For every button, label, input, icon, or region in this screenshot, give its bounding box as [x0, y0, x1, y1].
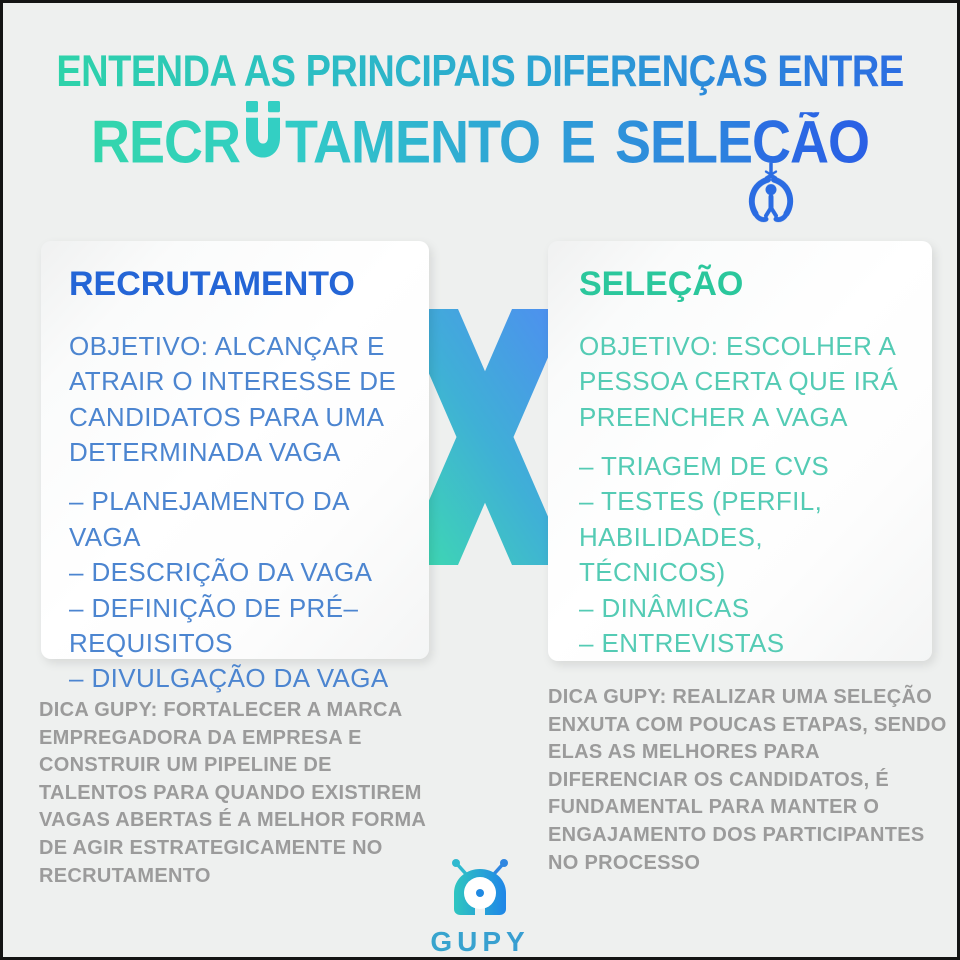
title-segment-ao: ÃO [790, 108, 870, 177]
selection-objective: OBJETIVO: ESCOLHER A PESSOA CERTA QUE IRÁ PREENCHER A VAGA [579, 331, 899, 432]
gupy-robot-icon [442, 857, 518, 919]
title-segment-tamento-e-sele: TAMENTO E SELE [284, 108, 753, 177]
brand-wordmark: GUPY [3, 926, 957, 958]
recruitment-objective: OBJETIVO: ALCANÇAR E ATRAIR O INTERESSE DE CANDIDATOS PARA UMA DETERMINADA VAGA [69, 331, 397, 468]
list-item: – DINÂMICAS [579, 592, 750, 623]
recruitment-card [41, 241, 429, 694]
page-title-line2 [3, 101, 957, 177]
list-item: – TRIAGEM DE CVS [579, 451, 830, 482]
recruitment-card-title: RECRUTAMENTO [69, 265, 355, 303]
title-letter-c-with-claw [752, 108, 791, 177]
page-title-line1-text: ENTENDA AS PRINCIPAIS DIFERENÇAS ENTRE [56, 47, 904, 97]
selection-card-title: SELEÇÃO [579, 265, 744, 303]
tip-recruitment: DICA GUPY: FORTALECER A MARCA EMPREGADORA DA EMPRESA E CONSTRUIR UM PIPELINE DE TALENTOS PARA QUANDO EXISTIREM VAGAS ABERTAS É A MELHOR FORMA DE AGIR ESTRATEGICAMENTE NO RECRUTAMENTO [39, 699, 426, 887]
magnet-u-icon [243, 101, 283, 172]
gupy-logo [3, 857, 957, 958]
list-item: – DIVULGAÇÃO DA VAGA [69, 663, 389, 694]
list-item: – DEFINIÇÃO DE PRÉ–REQUISITOS [69, 592, 359, 658]
title-segment-recr: RECR [90, 108, 240, 177]
title-segment-c: C [752, 108, 791, 177]
selection-card [548, 241, 932, 661]
list-item: – PLANEJAMENTO DA VAGA [69, 486, 349, 552]
list-item: – ENTREVISTAS [579, 627, 785, 658]
page-title-line1 [3, 47, 957, 97]
tip-selection: DICA GUPY: REALIZAR UMA SELEÇÃO ENXUTA COM POUCAS ETAPAS, SENDO ELAS AS MELHORES PARA DIFERENCIAR OS CANDIDATOS, É FUNDAMENTAL PARA MANTER O ENGAJAMENTO DOS PARTICIPANTES NO PROCESSO [548, 686, 947, 874]
recruitment-bullet-list [69, 484, 401, 696]
list-item: – DESCRIÇÃO DA VAGA [69, 557, 373, 588]
selection-bullet-list [579, 449, 904, 661]
list-item: – TESTES (PERFIL, HABILIDADES, TÉCNICOS) [579, 486, 823, 588]
claw-cedilla-icon [746, 163, 796, 229]
